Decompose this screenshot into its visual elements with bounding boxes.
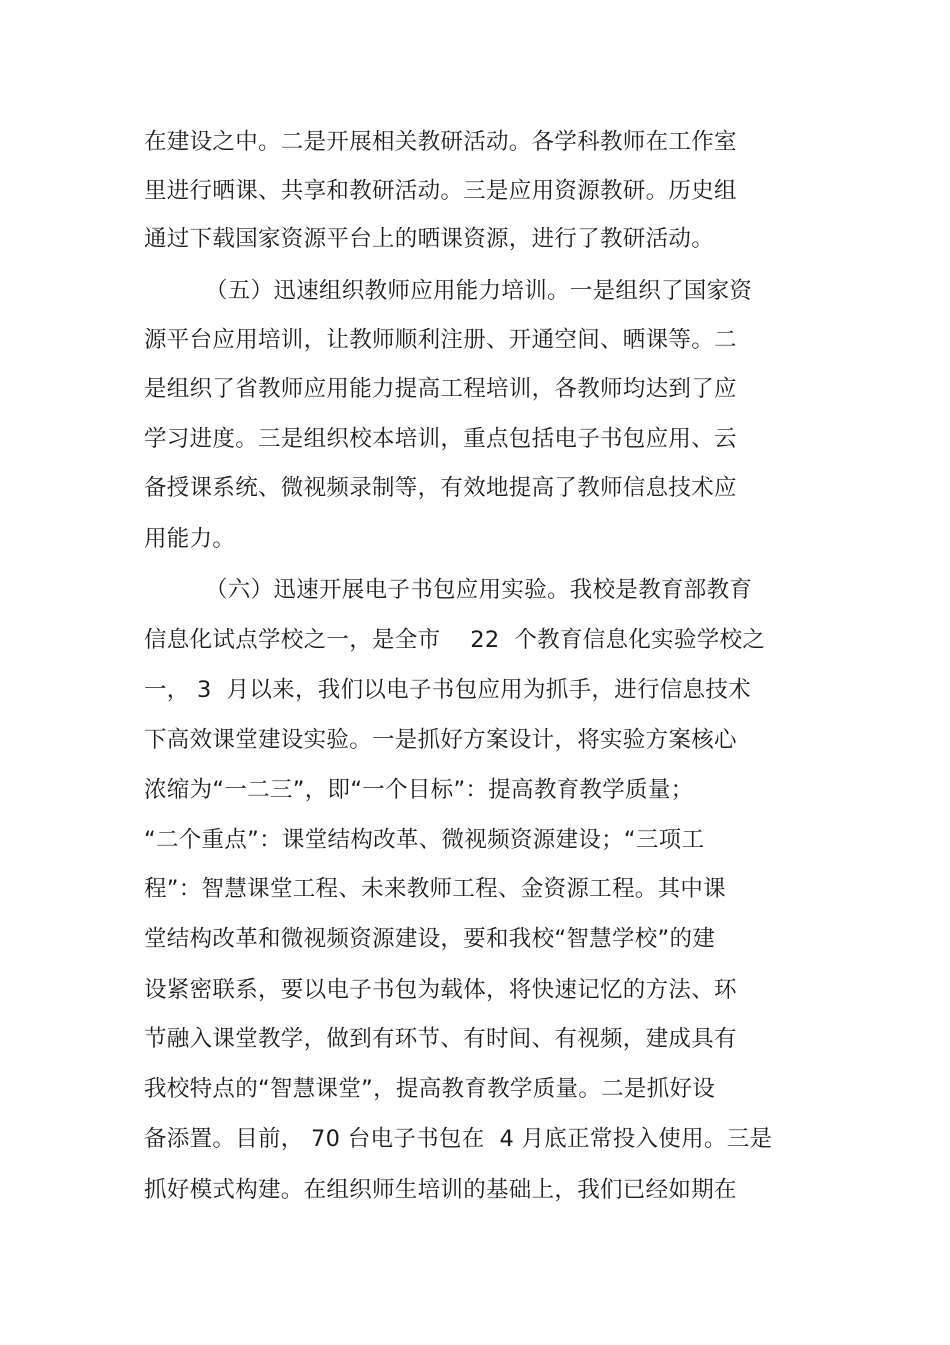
paragraph-start-line: （六）迅速开展电子书包应用实验。我校是教育部教育 <box>205 577 753 603</box>
text-line: 学习进度。三是组织校本培训，重点包括电子书包应用、云 <box>144 426 737 452</box>
text-line: 源平台应用培训，让教师顺利注册、开通空间、晒课等。二 <box>144 327 737 353</box>
text-line: 在建设之中。二是开展相关教研活动。各学科教师在工作室 <box>144 129 737 155</box>
text-line: 备添置。目前， 70 台电子书包在 4 月底正常投入使用。三是 <box>144 1126 773 1152</box>
text-line: “二个重点”：课堂结构改革、微视频资源建设；“三项工 <box>144 827 705 853</box>
text-line: 备授课系统、微视频录制等，有效地提高了教师信息技术应 <box>144 475 737 501</box>
text-line: 浓缩为“一二三”，即“一个目标”：提高教育教学质量； <box>144 777 694 803</box>
text-line: 信息化试点学校之一，是全市 22 个教育信息化实验学校之 <box>144 627 766 653</box>
text-line: 抓好模式构建。在组织师生培训的基础上，我们已经如期在 <box>144 1177 737 1203</box>
text-line: 是组织了省教师应用能力提高工程培训，各教师均达到了应 <box>144 376 737 402</box>
text-line: 用能力。 <box>144 526 236 552</box>
text-line: 里进行晒课、共享和教研活动。三是应用资源教研。历史组 <box>144 178 737 204</box>
text-line: 节融入课堂教学，做到有环节、有时间、有视频，建成具有 <box>144 1026 737 1052</box>
text-line: 通过下载国家资源平台上的晒课资源，进行了教研活动。 <box>144 226 715 252</box>
text-line: 设紧密联系，要以电子书包为载体，将快速记忆的方法、环 <box>144 977 737 1003</box>
paragraph-start-line: （五）迅速组织教师应用能力培训。一是组织了国家资 <box>205 278 753 304</box>
text-line: 我校特点的“智慧课堂”，提高教育教学质量。二是抓好设 <box>144 1076 716 1102</box>
text-line: 程”：智慧课堂工程、未来教师工程、金资源工程。其中课 <box>144 876 726 902</box>
text-line: 堂结构改革和微视频资源建设，要和我校“智慧学校”的建 <box>144 926 716 952</box>
text-line: 下高效课堂建设实验。一是抓好方案设计，将实验方案核心 <box>144 727 737 753</box>
text-line: 一， 3 月以来，我们以电子书包应用为抓手，进行信息技术 <box>144 677 751 703</box>
